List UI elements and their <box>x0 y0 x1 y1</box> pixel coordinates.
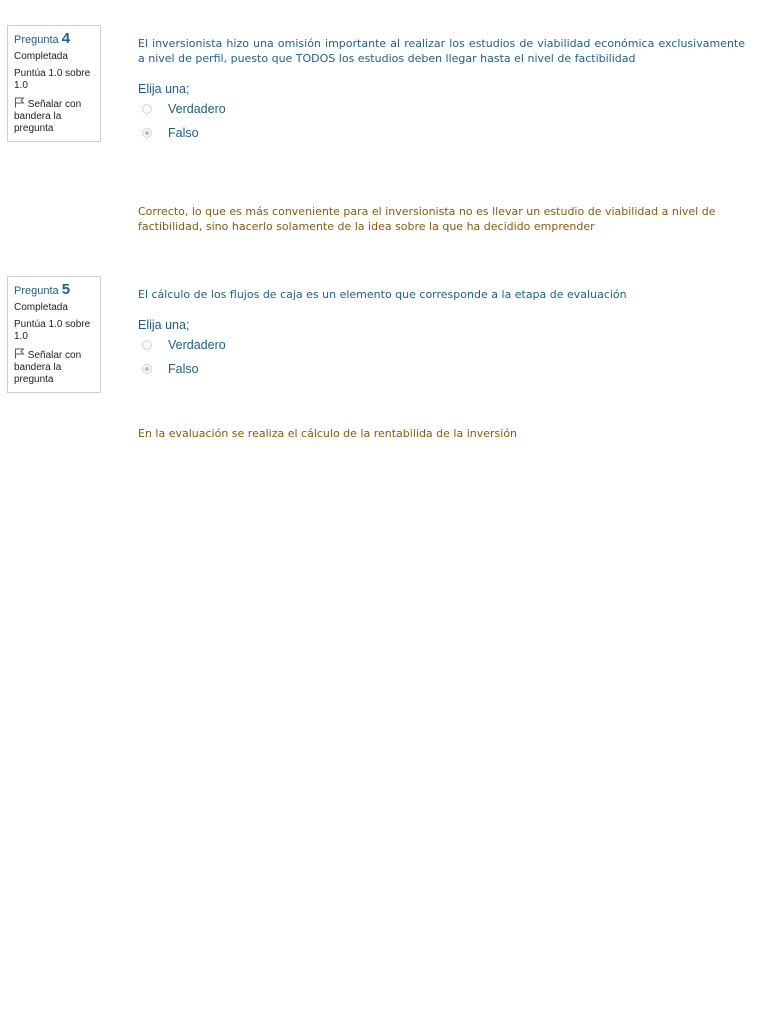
question-grade: Puntúa 1.0 sobre 1.0 <box>14 68 91 91</box>
option-label[interactable]: Falso <box>168 362 199 376</box>
option-falso[interactable] <box>138 121 745 145</box>
question-label: Pregunta <box>14 34 59 46</box>
question-grade: Puntúa 1.0 sobre 1.0 <box>14 319 91 342</box>
question-info-4 <box>7 25 101 142</box>
question-label: Pregunta <box>14 285 59 297</box>
question-state: Completada <box>14 51 68 62</box>
flag-label: Señalar con bandera la pregunta <box>14 350 82 385</box>
question-number-5 <box>14 283 94 298</box>
option-label[interactable]: Falso <box>168 126 199 140</box>
radio-verdadero[interactable] <box>142 104 152 114</box>
question-state: Completada <box>14 302 68 313</box>
question-feedback: En la evaluación se realiza el cálculo de la rentabilida de la inversión <box>138 427 518 440</box>
flag-question-link[interactable] <box>14 348 94 386</box>
option-label[interactable]: Verdadero <box>168 338 226 352</box>
question-number: 4 <box>61 30 71 47</box>
question-content-4 <box>138 36 745 145</box>
question-text: El inversionista hizo una omisión importante al realizar los estudios de viabilidad económica exclusivamente a nivel de perfil, puesto que TODOS los estudios deben llegar hasta el nivel de factibilidad <box>138 37 745 65</box>
question-number-4 <box>14 32 94 47</box>
option-verdadero[interactable] <box>138 97 745 121</box>
option-verdadero[interactable] <box>138 333 745 357</box>
flag-question-link[interactable] <box>14 97 94 135</box>
option-falso[interactable] <box>138 357 745 381</box>
flag-icon <box>14 348 25 359</box>
answer-prompt: Elija una; <box>138 318 190 332</box>
question-text: El cálculo de los flujos de caja es un elemento que corresponde a la etapa de evaluación <box>138 288 627 301</box>
flag-icon <box>14 97 25 108</box>
question-number: 5 <box>61 281 71 298</box>
question-info-5 <box>7 276 101 393</box>
question-content-5 <box>138 287 745 381</box>
radio-falso[interactable] <box>142 128 152 138</box>
option-label[interactable]: Verdadero <box>168 102 226 116</box>
radio-falso[interactable] <box>142 364 152 374</box>
question-feedback: Correcto, lo que es más conveniente para el inversionista no es llevar un estudio de viabilidad a nivel de factibilidad, sino hacerlo solamente de la idea sobre la que ha decidido emprender <box>138 205 716 233</box>
flag-label: Señalar con bandera la pregunta <box>14 99 82 134</box>
radio-verdadero[interactable] <box>142 340 152 350</box>
answer-prompt: Elija una; <box>138 82 190 96</box>
